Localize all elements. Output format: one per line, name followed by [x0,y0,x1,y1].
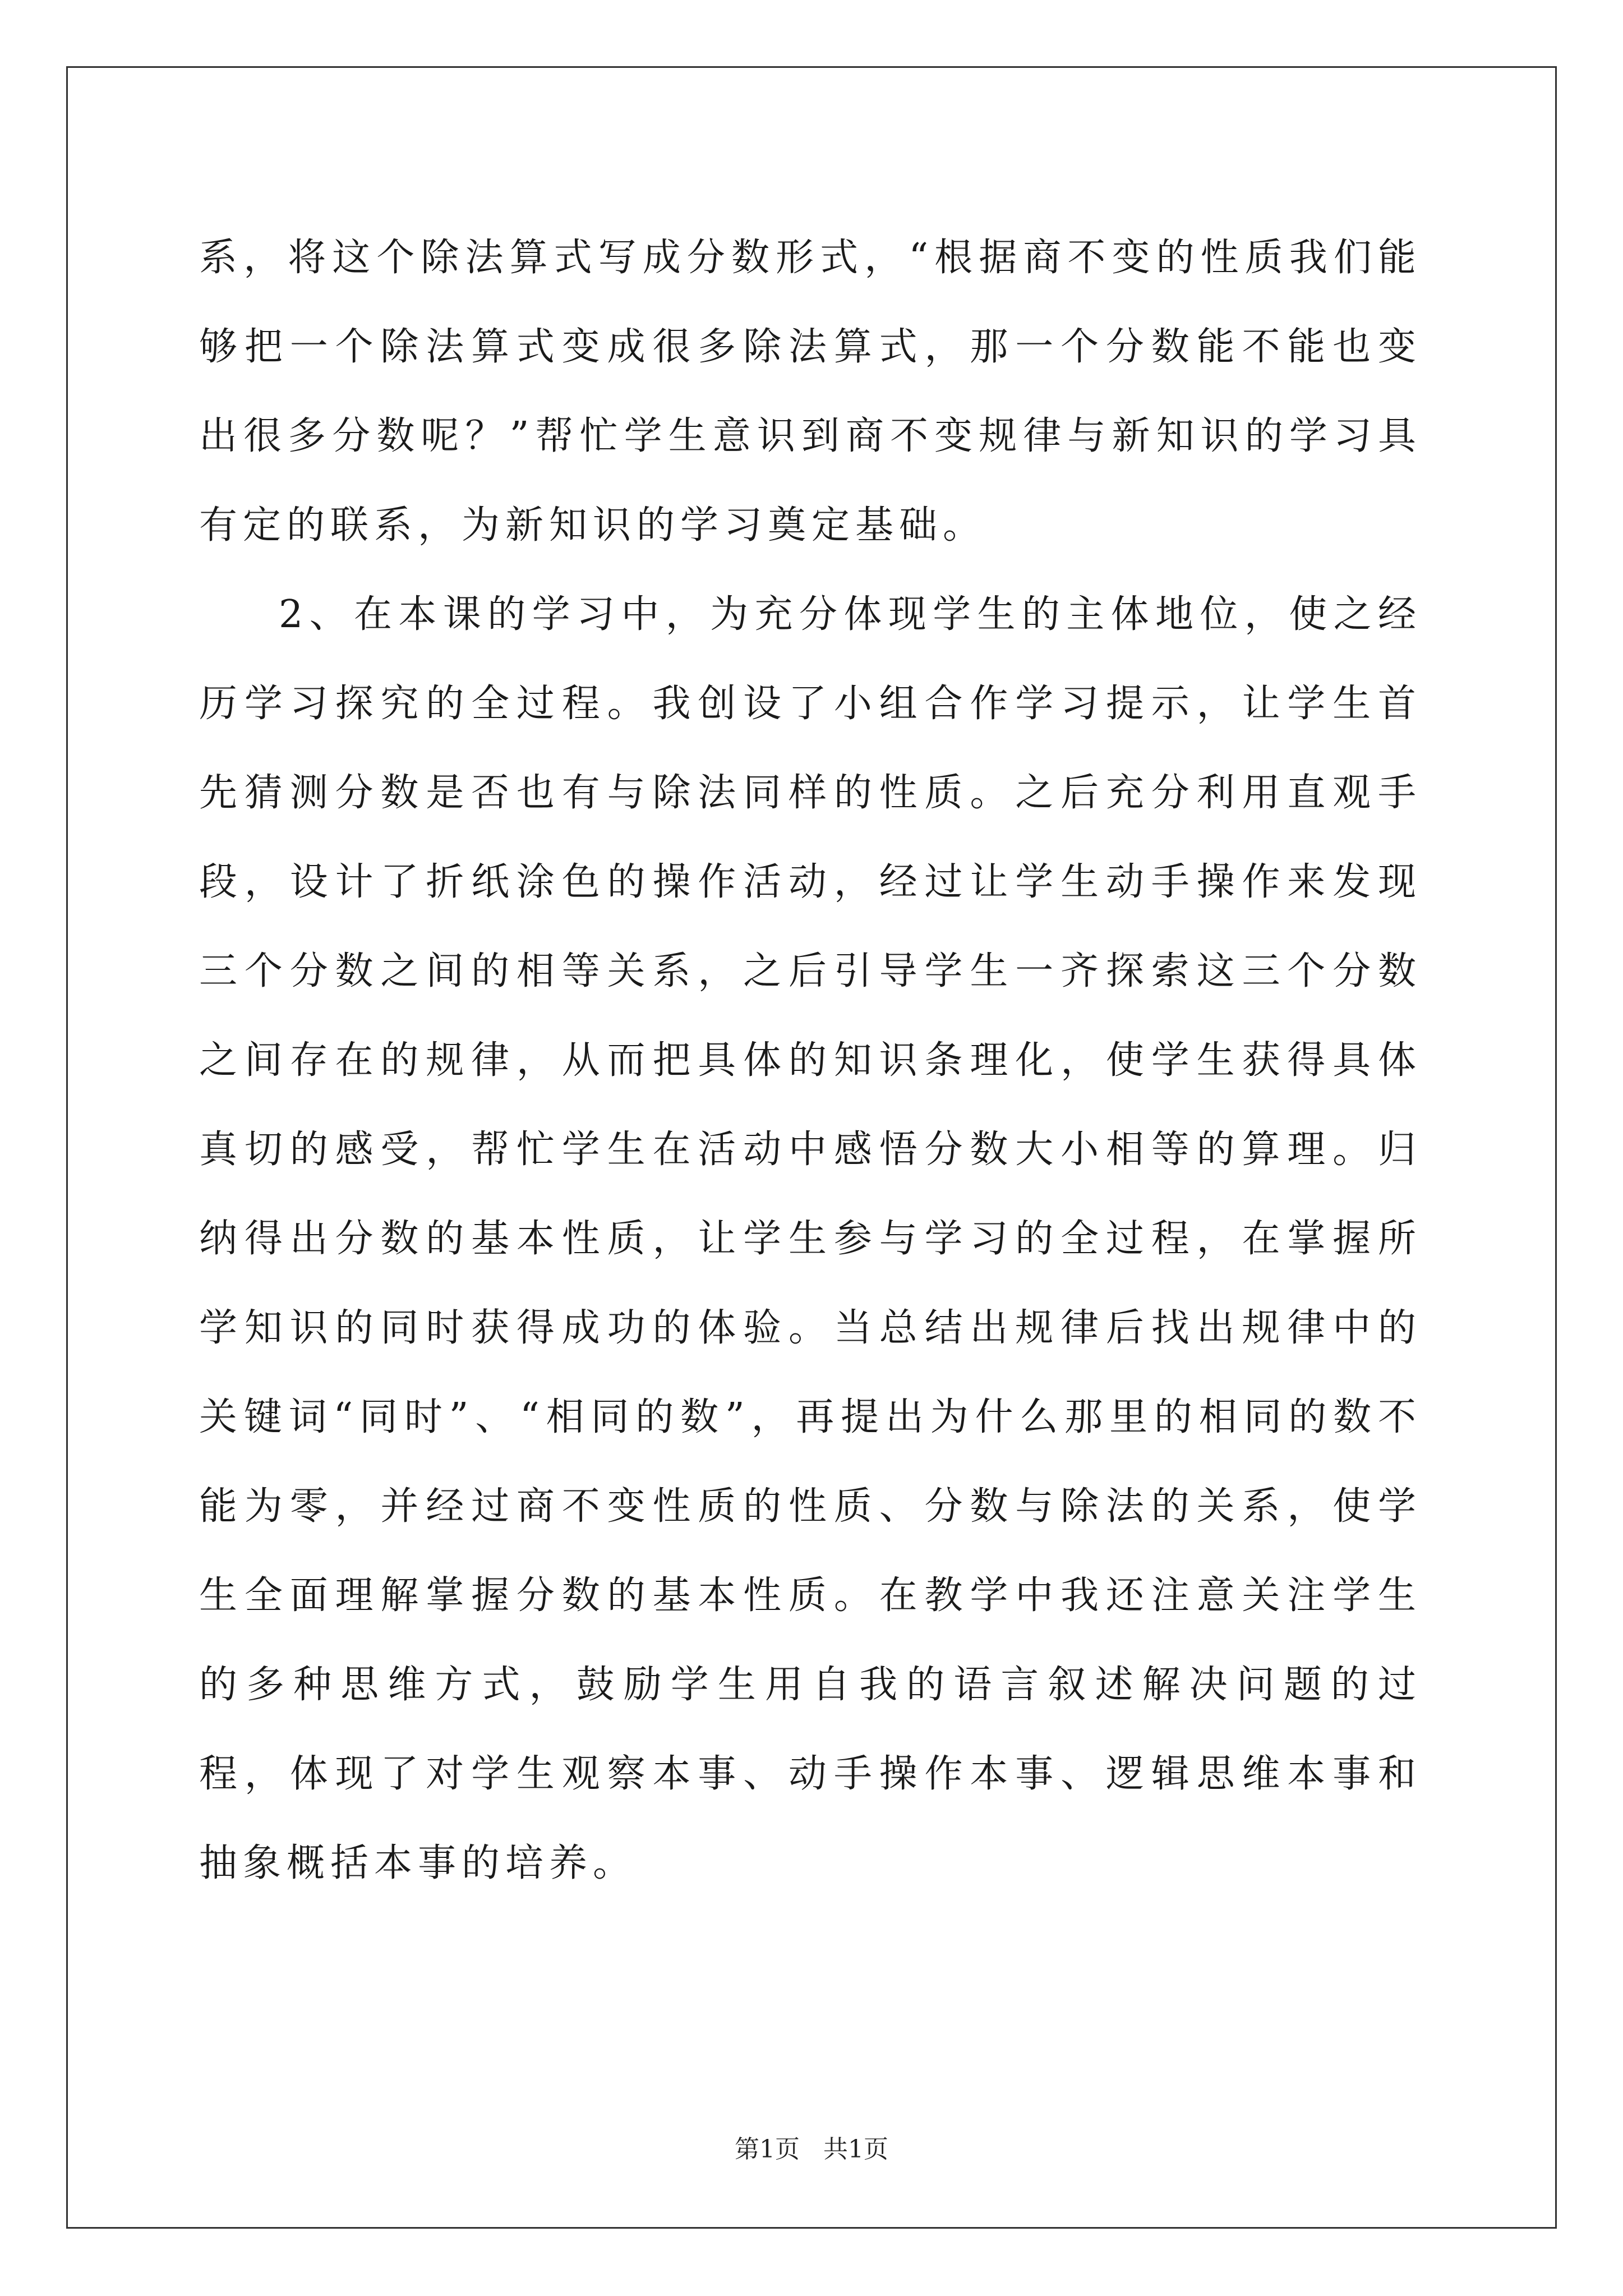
document-body [199,213,1422,1908]
paragraph-1: 系，将这个除法算式写成分数形式，“根据商不变的性质我们能够把一个除法算式变成很多除法算式，那一个分数能不能也变出很多分数呢？”帮忙学生意识到商不变规律与新知识的学习具有定的联系，为新知识的学习奠定基础。 [199,236,1422,547]
paragraph-2: 2、在本课的学习中，为充分体现学生的主体地位，使之经历学习探究的全过程。我创设了小组合作学习提示，让学生首先猜测分数是否也有与除法同样的性质。之后充分利用直观手段，设计了折纸涂色的操作活动，经过让学生动手操作来发现三个分数之间的相等关系，之后引导学生一齐探索这三个分数之间存在的规律，从而把具体的知识条理化，使学生获得具体真切的感受，帮忙学生在活动中感悟分数大小相等的算理。归纳得出分数的基本性质，让学生参与学习的全过程，在掌握所学知识的同时获得成功的体验。当总结出规律后找出规律中的关键词“同时”、“相同的数”，再提出为什么那里的相同的数不能为零，并经过商不变性质的性质、分数与除法的关系，使学生全面理解掌握分数的基本性质。在教学中我还注意关注学生的多种思维方式，鼓励学生用自我的语言叙述解决问题的过程，体现了对学生观察本事、动手操作本事、逻辑思维本事和抽象概括本事的培养。 [199,592,1422,1885]
page-count: 共1页 [823,2135,888,2164]
page-number: 第1页 [735,2135,800,2164]
page-footer [0,2129,1623,2165]
